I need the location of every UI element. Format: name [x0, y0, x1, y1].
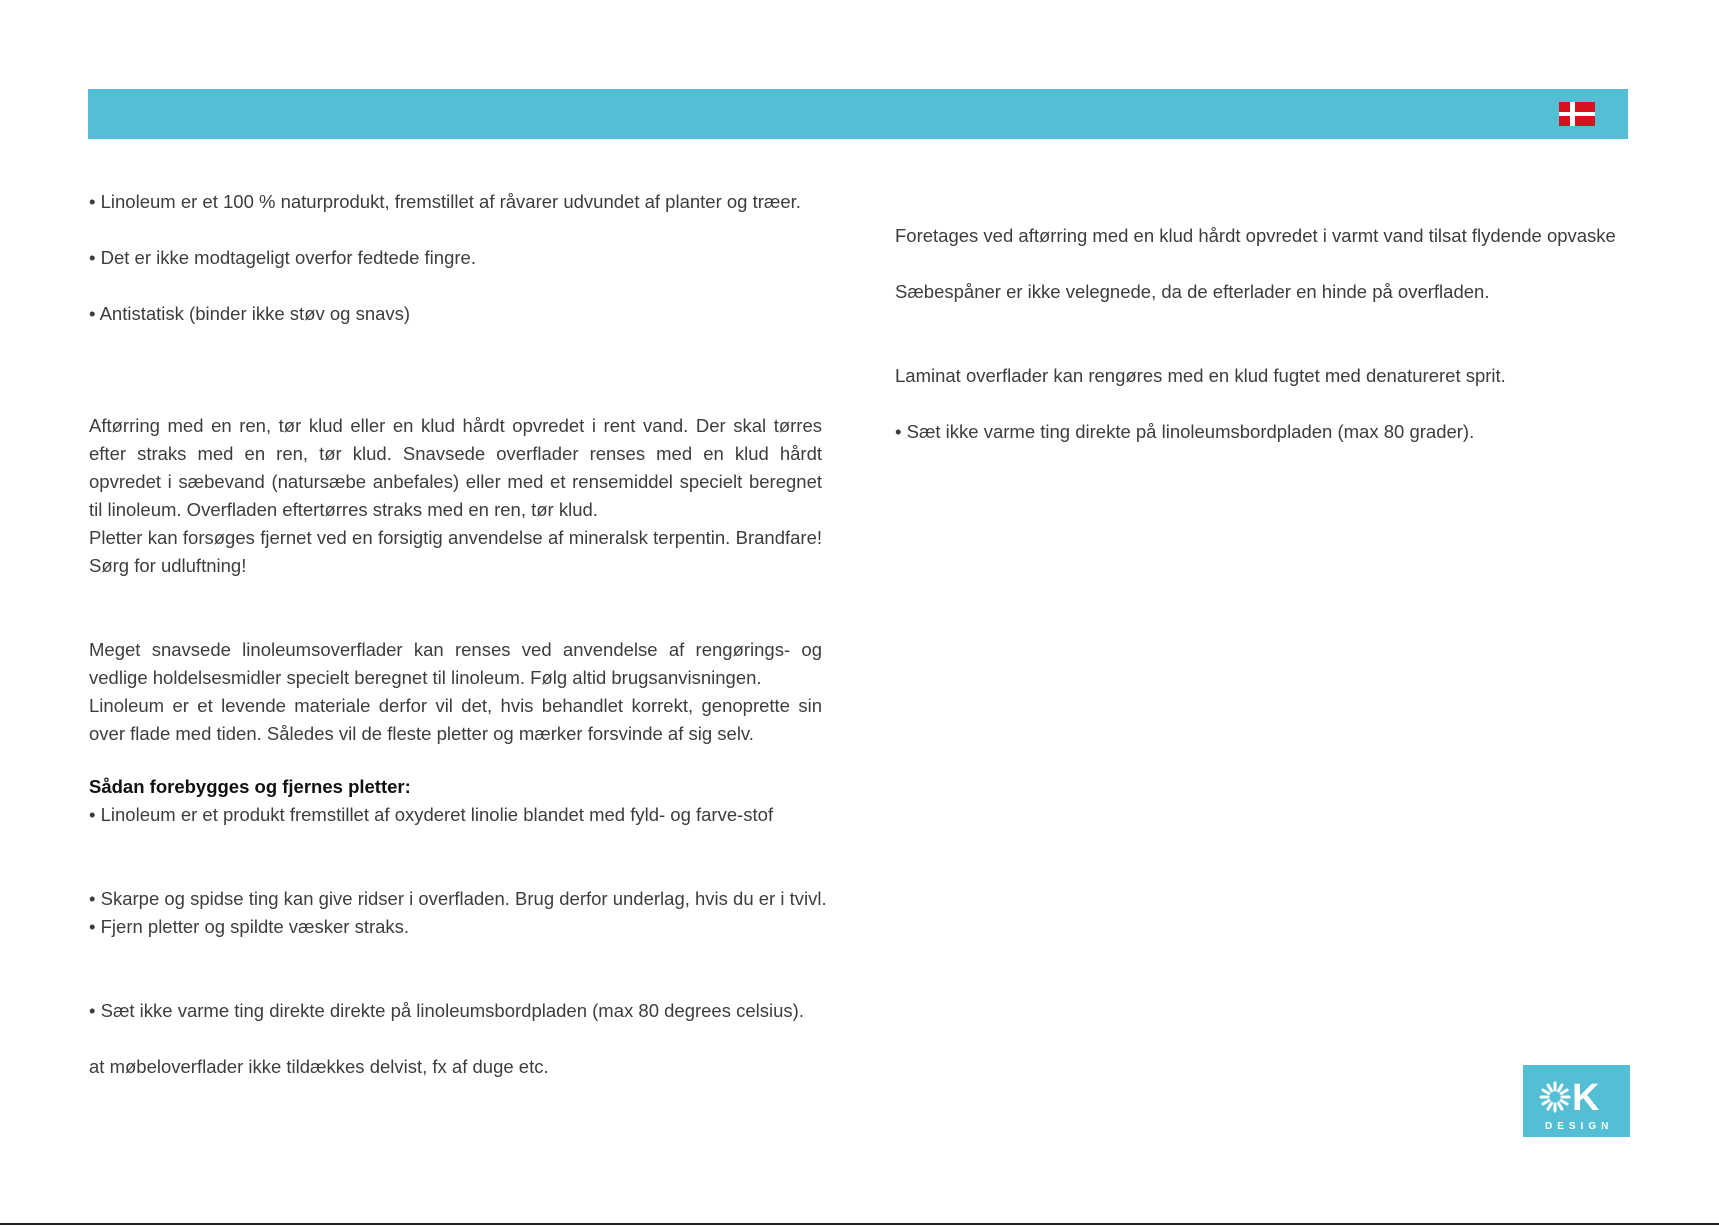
- paragraph-pletter: Pletter kan forsøges fjernet ved en forsigtig anvendelse af mineralsk terpentin. Brandfare! Sørg for udluftning!: [89, 527, 822, 576]
- footer-divider: [0, 1223, 1719, 1225]
- right-line-laminat: Laminat overflader kan rengøres med en klud fugtet med denatureret sprit.: [895, 365, 1506, 386]
- bullet-naturprodukt: • Linoleum er et 100 % naturprodukt, fremstillet af råvarer udvundet af planter og træer.: [89, 191, 801, 212]
- danish-flag-icon: [1559, 102, 1595, 126]
- bullet-antistatisk: • Antistatisk (binder ikke støv og snavs): [89, 303, 411, 324]
- header-bar: [88, 89, 1628, 139]
- logo-letter: K: [1572, 1077, 1600, 1119]
- logo-word: DESIGN: [1545, 1121, 1614, 1132]
- bullet-varme: • Sæt ikke varme ting direkte direkte på linoleumsbordpladen (max 80 degrees celsius).: [89, 1000, 804, 1021]
- paragraph-meget-snavsede: Meget snavsede linoleumsoverflader kan renses ved anvendelse af rengørings- og vedlige holdelsesmidler specielt beregnet til linoleum. Følg altid brugsanvisningen.: [89, 639, 822, 688]
- paragraph-aftorring: Aftørring med en ren, tør klud eller en klud hårdt opvredet i rent vand. Der skal tørres efter straks med en ren, tør klud. Snavsede overflader renses med en klud hårdt opvredet i sæbevand (natursæbe anbefales) eller med et rensemiddel specielt beregnet til linoleum. Overfladen eftertørres straks med en ren, tør klud.: [89, 415, 822, 520]
- bullet-skarpe: • Skarpe og spidse ting kan give ridser i overfladen. Brug derfor underlag, hvis du er i tvivl.: [89, 888, 827, 909]
- right-line-varme: • Sæt ikke varme ting direkte på linoleumsbordpladen (max 80 grader).: [895, 421, 1475, 442]
- heading-forebygges: Sådan forebygges og fjernes pletter:: [89, 776, 411, 797]
- ok-design-logo: [1523, 1065, 1630, 1137]
- paragraph-levende-materiale: Linoleum er et levende materiale derfor vil det, hvis behandlet korrekt, genoprette sin over flade med tiden. Således vil de fleste pletter og mærker forsvinde af sig selv.: [89, 695, 822, 744]
- bullet-produkt: • Linoleum er et produkt fremstillet af oxyderet linolie blandet med fyld- og farve-stof: [89, 804, 774, 825]
- bullet-fedtede-fingre: • Det er ikke modtageligt overfor fedtede fingre.: [89, 247, 476, 268]
- sun-icon: [1523, 1065, 1630, 1137]
- right-line-opvaske: Foretages ved aftørring med en klud hårdt opvredet i varmt vand tilsat flydende opvaske: [895, 225, 1616, 246]
- last-line: at møbeloverflader ikke tildækkes delvist, fx af duge etc.: [89, 1056, 549, 1077]
- bullet-fjern: • Fjern pletter og spildte væsker straks.: [89, 916, 410, 937]
- right-line-saebespaner: Sæbespåner er ikke velegnede, da de efterlader en hinde på overfladen.: [895, 281, 1490, 302]
